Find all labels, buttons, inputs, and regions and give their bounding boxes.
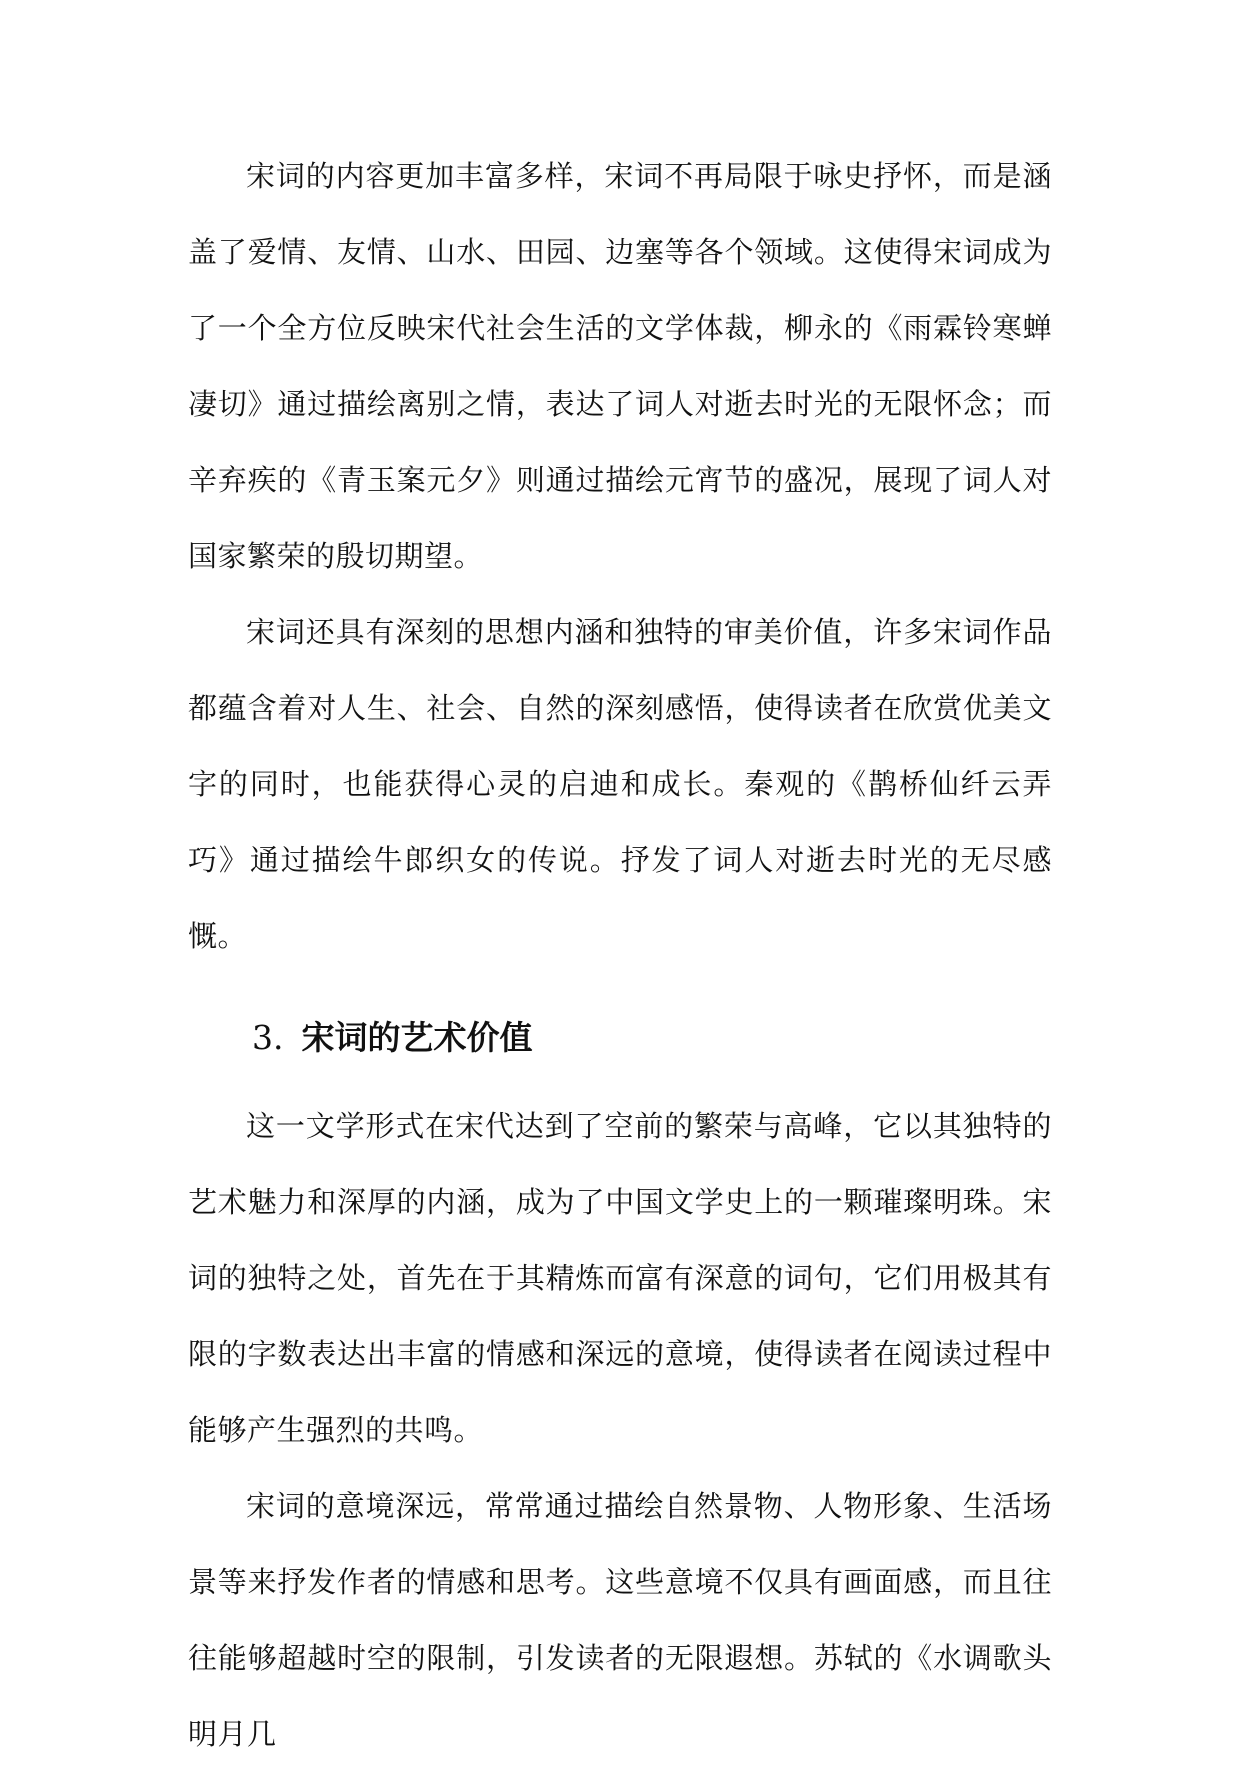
section-number: 3.: [252, 1018, 284, 1057]
section-title: 宋词的艺术价值: [301, 1018, 533, 1057]
paragraph-artistic-conception: 宋词的意境深远，常常通过描绘自然景物、人物形象、生活场景等来抒发作者的情感和思考。这些意境不仅具有画面感，而且往往能够超越时空的限制，引发读者的无限遐想。苏轼的《水调歌头明月几: [188, 1489, 1052, 1751]
section-heading: [188, 1000, 1052, 1076]
paragraph-art-form: 这一文学形式在宋代达到了空前的繁荣与高峰，它以其独特的艺术魅力和深厚的内涵，成为了中国文学史上的一颗璀璨明珠。宋词的独特之处，首先在于其精炼而富有深意的词句，它们用极其有限的字数表达出丰富的情感和深远的意境，使得读者在阅读过程中能够产生强烈的共鸣。: [188, 1109, 1052, 1447]
paragraph-song-ci-thought: 宋词还具有深刻的思想内涵和独特的审美价值，许多宋词作品都蕴含着对人生、社会、自然的深刻感悟，使得读者在欣赏优美文字的同时，也能获得心灵的启迪和成长。秦观的《鹊桥仙纤云弄巧》通过描绘牛郎织女的传说。抒发了词人对逝去时光的无尽感慨。: [188, 615, 1052, 953]
paragraph-song-ci-content: 宋词的内容更加丰富多样，宋词不再局限于咏史抒怀，而是涵盖了爱情、友情、山水、田园、边塞等各个领域。这使得宋词成为了一个全方位反映宋代社会生活的文学体裁，柳永的《雨霖铃寒蝉凄切》通过描绘离别之情，表达了词人对逝去时光的无限怀念；而辛弃疾的《青玉案元夕》则通过描绘元宵节的盛况，展现了词人对国家繁荣的殷切期望。: [188, 159, 1052, 573]
document-body: [188, 138, 1052, 1772]
